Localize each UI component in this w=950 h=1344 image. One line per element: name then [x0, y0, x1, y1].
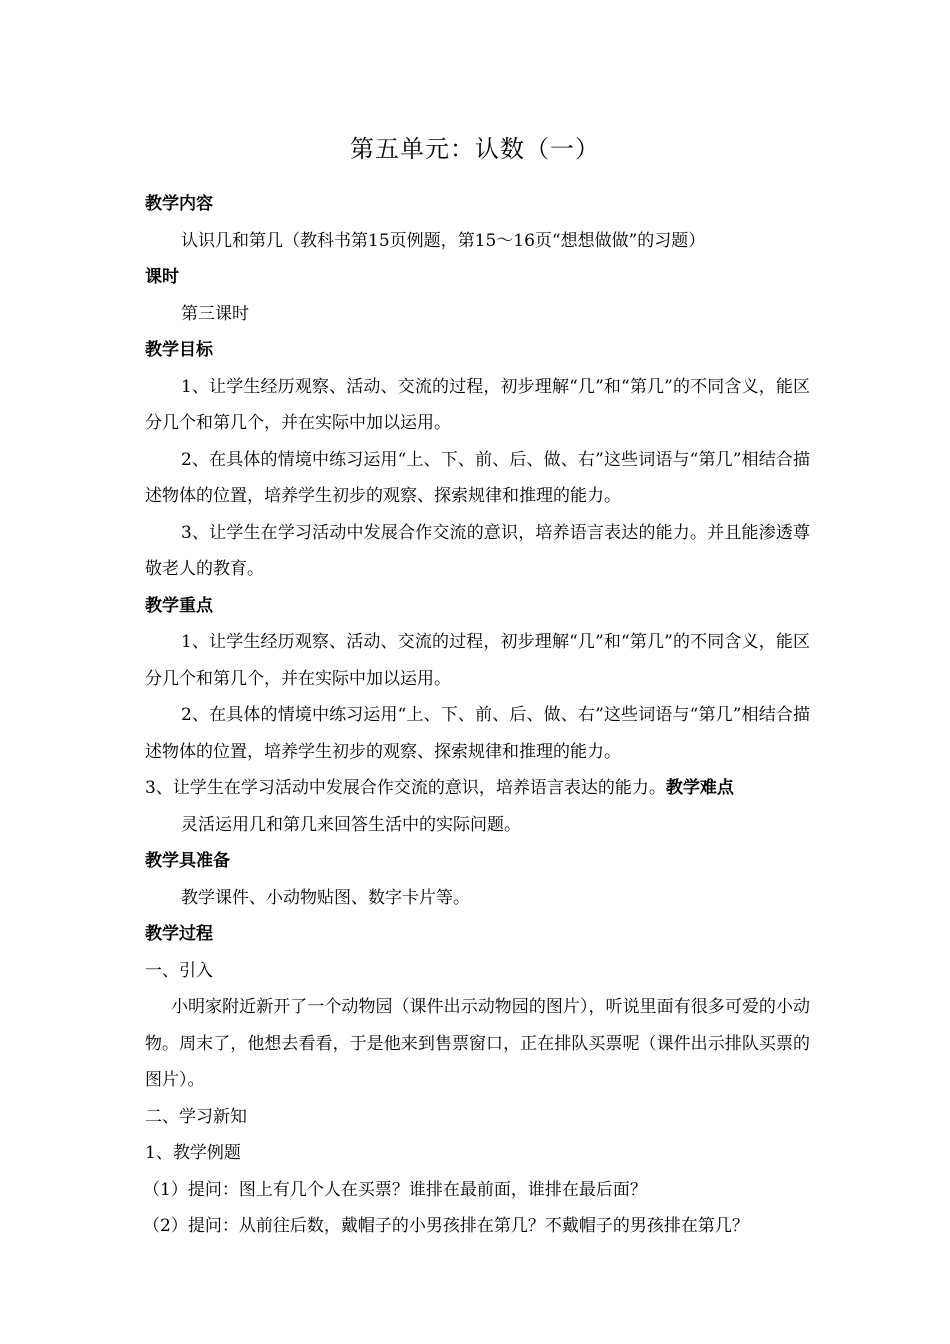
- period-text: 第三课时: [181, 303, 249, 324]
- intro-text: 小明家附近新开了一个动物园（课件出示动物园的图片），听说里面有很多可爱的小动物。周末了，他想去看看，于是他来到售票窗口，正在排队买票呢（课件出示排队买票的图片）。: [145, 997, 810, 1090]
- goal-item-3: 3、让学生在学习活动中发展合作交流的意识，培养语言表达的能力。并且能渗透尊敬老人的教育。: [145, 522, 810, 579]
- question-2: （2）提问：从前往后数，戴帽子的小男孩排在第几？不戴帽子的男孩排在第几？: [143, 1216, 749, 1236]
- key-item-1: 1、让学生经历观察、活动、交流的过程，初步理解“几”和“第几”的不同含义，能区分几个和第几个，并在实际中加以运用。: [145, 632, 810, 689]
- sub-step-example: 1、教学例题: [145, 1143, 241, 1163]
- section-heading-preparation: 教学具准备: [145, 851, 230, 871]
- document-body: [145, 186, 810, 1245]
- preparation-text: 教学课件、小动物贴图、数字卡片等。: [181, 887, 470, 908]
- goal-item-2: 2、在具体的情境中练习运用“上、下、前、后、做、右”这些词语与“第几”相结合描述物体的位置，培养学生初步的观察、探索规律和推理的能力。: [145, 449, 810, 506]
- process-step-new-knowledge: 二、学习新知: [145, 1106, 247, 1127]
- section-heading-content: 教学内容: [145, 194, 213, 214]
- section-heading-difficulty: 教学难点: [665, 778, 734, 798]
- key-item-3: 3、让学生在学习活动中发展合作交流的意识，培养语言表达的能力。: [145, 778, 666, 798]
- key-item-2: 2、在具体的情境中练习运用“上、下、前、后、做、右”这些词语与“第几”相结合描述物体的位置，培养学生初步的观察、探索规律和推理的能力。: [145, 705, 810, 762]
- goal-item-1: 1、让学生经历观察、活动、交流的过程，初步理解“几”和“第几”的不同含义，能区分几个和第几个，并在实际中加以运用。: [145, 376, 810, 433]
- section-heading-process: 教学过程: [145, 924, 213, 944]
- question-1: （1）提问：图上有几个人在买票？谁排在最前面，谁排在最后面？: [143, 1179, 647, 1200]
- content-text: 认识几和第几（教科书第15页例题，第15～16页“想想做做”的习题）: [181, 230, 706, 251]
- difficulty-text: 灵活运用几和第几来回答生活中的实际问题。: [181, 814, 521, 835]
- section-heading-period: 课时: [145, 267, 179, 287]
- process-step-intro: 一、引入: [145, 960, 213, 981]
- section-heading-goals: 教学目标: [145, 340, 213, 360]
- key-item-3-line: [145, 770, 810, 807]
- document-title: 第五单元：认数（一）: [350, 135, 600, 163]
- section-heading-key-points: 教学重点: [145, 595, 213, 616]
